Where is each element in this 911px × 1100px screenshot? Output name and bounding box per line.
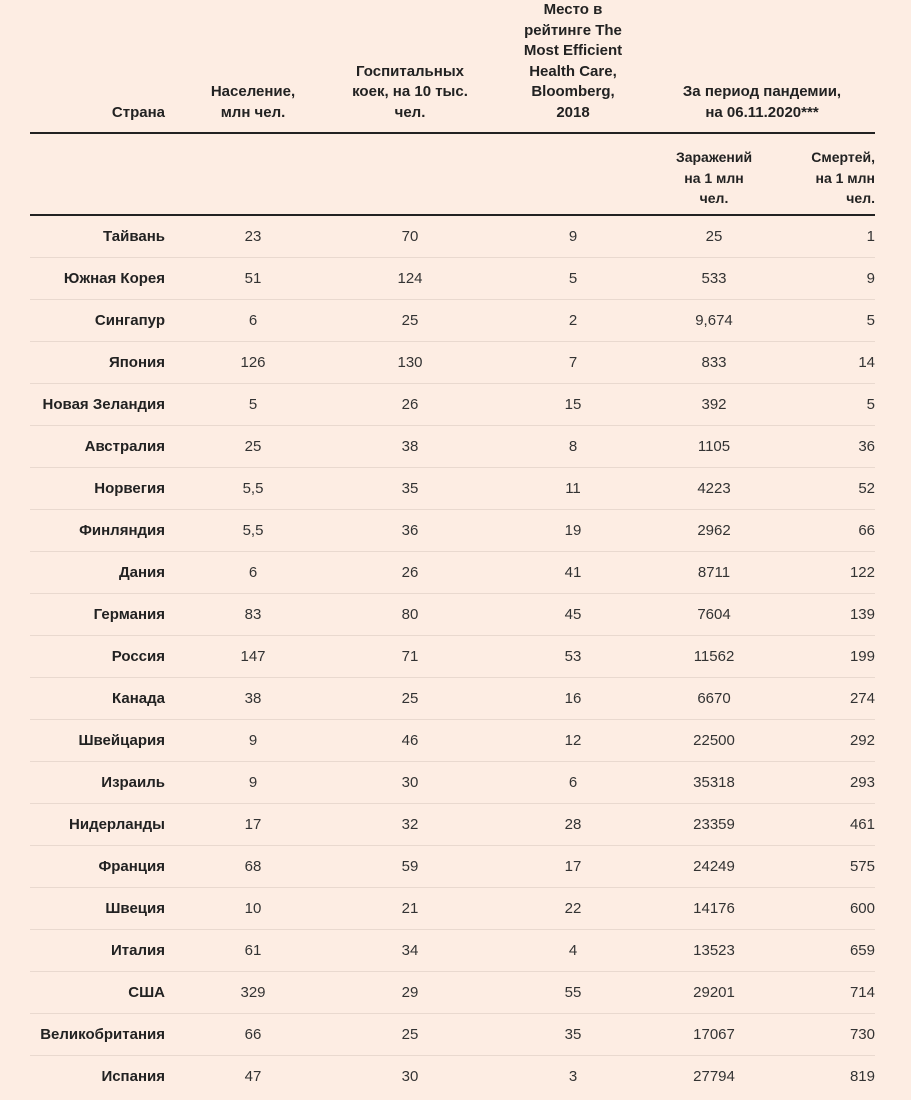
cell-infections: 14176 — [693, 900, 735, 917]
cell-infections: 8711 — [697, 564, 731, 581]
cell-deaths: 730 — [849, 1026, 875, 1043]
cell-population: 23 — [244, 228, 262, 245]
cell-bloomberg-rank: 6 — [568, 774, 578, 791]
cell-country: Швейцария — [78, 732, 165, 749]
table-row — [30, 552, 875, 594]
cell-bloomberg-rank: 15 — [564, 396, 582, 413]
cell-deaths: 659 — [849, 942, 875, 959]
table-row — [30, 594, 875, 636]
cell-hospital-beds: 29 — [401, 984, 419, 1001]
cell-bloomberg-rank: 53 — [564, 648, 582, 665]
header-bloomberg-rank: Место в рейтинге The Most Efficient Health Care, Bloomberg, 2018 — [523, 1, 623, 121]
cell-country: Сингапур — [94, 312, 165, 329]
cell-infections: 24249 — [693, 858, 735, 875]
cell-infections: 25 — [705, 228, 723, 245]
cell-infections: 1105 — [697, 438, 731, 455]
table-body — [30, 216, 875, 1098]
cell-infections: 533 — [701, 270, 727, 287]
cell-hospital-beds: 80 — [401, 606, 419, 623]
table-row — [30, 972, 875, 1014]
table-row — [30, 678, 875, 720]
cell-bloomberg-rank: 19 — [564, 522, 582, 539]
cell-population: 126 — [240, 354, 266, 371]
cell-deaths: 274 — [849, 690, 875, 707]
header-deaths-per-million: Смертей, на 1 млн чел. — [811, 149, 875, 206]
table-row — [30, 216, 875, 258]
cell-population: 9 — [248, 732, 258, 749]
cell-population: 47 — [244, 1068, 262, 1085]
cell-population: 329 — [240, 984, 266, 1001]
cell-hospital-beds: 124 — [397, 270, 423, 287]
table-row — [30, 636, 875, 678]
cell-infections: 2962 — [697, 522, 731, 539]
cell-country: Испания — [101, 1068, 165, 1085]
cell-infections: 27794 — [693, 1068, 735, 1085]
cell-country: Финляндия — [79, 522, 165, 539]
cell-deaths: 5 — [866, 312, 875, 329]
cell-infections: 9,674 — [695, 312, 733, 329]
cell-hospital-beds: 71 — [401, 648, 419, 665]
cell-country: Россия — [111, 648, 165, 665]
cell-population: 38 — [244, 690, 262, 707]
cell-deaths: 36 — [858, 438, 875, 455]
cell-hospital-beds: 21 — [401, 900, 419, 917]
cell-infections: 35318 — [693, 774, 735, 791]
cell-population: 17 — [244, 816, 262, 833]
cell-country: Тайвань — [103, 228, 165, 245]
cell-infections: 6670 — [697, 690, 731, 707]
cell-bloomberg-rank: 3 — [568, 1068, 578, 1085]
cell-bloomberg-rank: 55 — [564, 984, 582, 1001]
cell-country: Австралия — [84, 438, 165, 455]
cell-population: 51 — [244, 270, 262, 287]
cell-hospital-beds: 26 — [401, 564, 419, 581]
cell-deaths: 14 — [858, 354, 875, 371]
cell-country: Великобритания — [40, 1026, 165, 1043]
cell-bloomberg-rank: 17 — [564, 858, 582, 875]
cell-bloomberg-rank: 5 — [568, 270, 578, 287]
header-hospital-beds: Госпитальных коек, на 10 тыс. чел. — [352, 62, 468, 121]
cell-hospital-beds: 59 — [401, 858, 419, 875]
cell-infections: 4223 — [697, 480, 731, 497]
cell-deaths: 52 — [858, 480, 875, 497]
table-row — [30, 468, 875, 510]
cell-deaths: 819 — [849, 1068, 875, 1085]
cell-deaths: 292 — [849, 732, 875, 749]
cell-country: Нидерланды — [69, 816, 165, 833]
cell-population: 5 — [248, 396, 258, 413]
cell-bloomberg-rank: 4 — [568, 942, 578, 959]
cell-bloomberg-rank: 12 — [564, 732, 582, 749]
cell-hospital-beds: 38 — [401, 438, 419, 455]
cell-deaths: 461 — [849, 816, 875, 833]
cell-deaths: 1 — [866, 228, 875, 245]
cell-country: Израиль — [101, 774, 165, 791]
cell-deaths: 122 — [849, 564, 875, 581]
cell-hospital-beds: 32 — [401, 816, 419, 833]
cell-hospital-beds: 30 — [401, 1068, 419, 1085]
cell-bloomberg-rank: 35 — [564, 1026, 582, 1043]
cell-bloomberg-rank: 28 — [564, 816, 582, 833]
cell-country: Новая Зеландия — [42, 396, 165, 413]
cell-country: Норвегия — [94, 480, 165, 497]
cell-population: 147 — [240, 648, 266, 665]
cell-deaths: 575 — [849, 858, 875, 875]
cell-infections: 13523 — [693, 942, 735, 959]
table-row — [30, 342, 875, 384]
table-row — [30, 888, 875, 930]
table-row — [30, 846, 875, 888]
cell-population: 6 — [248, 312, 258, 329]
cell-population: 5,5 — [242, 522, 264, 539]
cell-population: 5,5 — [242, 480, 264, 497]
cell-bloomberg-rank: 2 — [568, 312, 578, 329]
cell-infections: 392 — [701, 396, 727, 413]
cell-country: Швеция — [105, 900, 165, 917]
cell-infections: 17067 — [693, 1026, 735, 1043]
cell-population: 61 — [244, 942, 262, 959]
table-row — [30, 510, 875, 552]
covid-health-table — [30, 0, 875, 1098]
cell-infections: 23359 — [693, 816, 735, 833]
cell-deaths: 714 — [849, 984, 875, 1001]
cell-population: 9 — [248, 774, 258, 791]
table-row — [30, 804, 875, 846]
cell-hospital-beds: 26 — [401, 396, 419, 413]
cell-bloomberg-rank: 16 — [564, 690, 582, 707]
cell-country: Франция — [98, 858, 165, 875]
cell-bloomberg-rank: 8 — [568, 438, 578, 455]
table-row — [30, 720, 875, 762]
table-subheader — [30, 134, 875, 216]
cell-hospital-beds: 25 — [401, 312, 419, 329]
table-row — [30, 762, 875, 804]
table-header — [30, 0, 875, 134]
cell-bloomberg-rank: 45 — [564, 606, 582, 623]
table-row — [30, 258, 875, 300]
cell-population: 25 — [244, 438, 262, 455]
cell-infections: 22500 — [693, 732, 735, 749]
cell-bloomberg-rank: 11 — [565, 480, 581, 497]
cell-deaths: 139 — [849, 606, 875, 623]
cell-infections: 29201 — [693, 984, 735, 1001]
header-population: Население, млн чел. — [210, 83, 296, 121]
cell-population: 10 — [244, 900, 262, 917]
cell-infections: 7604 — [697, 606, 731, 623]
cell-population: 6 — [248, 564, 258, 581]
cell-deaths: 9 — [866, 270, 875, 287]
cell-infections: 11562 — [693, 648, 735, 665]
cell-country: Италия — [111, 942, 165, 959]
cell-hospital-beds: 34 — [401, 942, 419, 959]
cell-deaths: 199 — [849, 648, 875, 665]
table-row — [30, 300, 875, 342]
cell-bloomberg-rank: 22 — [564, 900, 582, 917]
header-country: Страна — [111, 103, 165, 121]
table-row — [30, 426, 875, 468]
cell-population: 68 — [244, 858, 262, 875]
cell-country: Канада — [112, 690, 165, 707]
cell-country: Германия — [93, 606, 165, 623]
table-row — [30, 930, 875, 972]
header-infections-per-million: Заражений на 1 млн чел. — [675, 149, 753, 206]
cell-deaths: 66 — [858, 522, 875, 539]
cell-bloomberg-rank: 7 — [568, 354, 578, 371]
table-row — [30, 1056, 875, 1098]
cell-deaths: 600 — [849, 900, 875, 917]
cell-deaths: 5 — [866, 396, 875, 413]
cell-country: Дания — [118, 564, 165, 581]
header-pandemic-period: За период пандемии, на 06.11.2020*** — [682, 83, 842, 121]
cell-hospital-beds: 36 — [401, 522, 419, 539]
cell-hospital-beds: 25 — [401, 690, 419, 707]
cell-infections: 833 — [701, 354, 727, 371]
cell-country: Южная Корея — [63, 270, 165, 287]
table-row — [30, 1014, 875, 1056]
cell-population: 83 — [244, 606, 262, 623]
cell-country: США — [128, 984, 165, 1001]
cell-hospital-beds: 25 — [401, 1026, 419, 1043]
cell-hospital-beds: 46 — [401, 732, 419, 749]
cell-hospital-beds: 35 — [401, 480, 419, 497]
table-row — [30, 384, 875, 426]
cell-hospital-beds: 70 — [401, 228, 419, 245]
cell-bloomberg-rank: 9 — [568, 228, 578, 245]
cell-deaths: 293 — [849, 774, 875, 791]
cell-population: 66 — [244, 1026, 262, 1043]
cell-hospital-beds: 30 — [401, 774, 419, 791]
cell-country: Япония — [108, 354, 165, 371]
cell-bloomberg-rank: 41 — [564, 564, 582, 581]
cell-hospital-beds: 130 — [397, 354, 423, 371]
